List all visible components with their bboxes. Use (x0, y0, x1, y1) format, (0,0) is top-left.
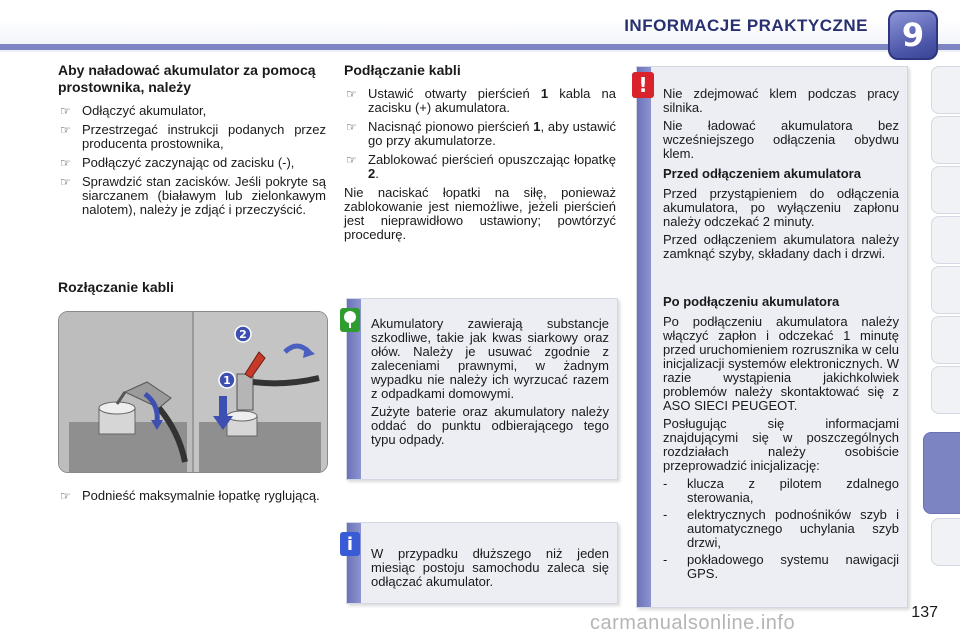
chapter-tab-active[interactable] (923, 432, 960, 514)
warning-text-2: Nie ładować akumulatora bez wcześniejszego odłączenia obydwu klem. (663, 118, 899, 161)
list-item: ☞ Zablokować pierścień opuszczając łopatkę 2. (346, 152, 616, 181)
info-note-text: W przypadku dłuższego niż jeden miesiąc postoju samochodu zaleca się odłączać akumulator. (371, 546, 609, 589)
info-note-box (346, 522, 618, 604)
pointing-hand-icon: ☞ (60, 104, 71, 118)
chapter-tab[interactable] (931, 266, 960, 314)
charging-steps (58, 104, 326, 217)
warning-text-6: Posługując się informacjami znajdującymi się w poszczególnych rozdziałach należy osobiście przeprowadzić inicjalizację: (663, 416, 899, 473)
warning-text-4: Przed odłączeniem akumulatora należy zamknąć szyby, składany dach i drzwi. (663, 232, 899, 261)
environment-note-text: Akumulatory zawierają substancje szkodliwe, takie jak kwas siarkowy oraz ołów. Należy je usuwać zgodnie z zaleceniami prawnymi, w żadnym wypadku nie należy ich wyrzucać razem z odpadkami domowymi. (371, 316, 609, 401)
pointing-hand-icon: ☞ (60, 489, 71, 503)
warning-text-3: Przed przystąpieniem do odłączenia akumulatora, po wyłączeniu zapłonu należy odczekać 2 minuty. (663, 186, 899, 229)
callout-1-label: 1 (223, 374, 231, 387)
environment-note-box (346, 298, 618, 480)
list-item: ☞ Odłączyć akumulator, (60, 103, 207, 118)
header-stripe (0, 44, 960, 50)
list-item: - pokładowego systemu nawigacji GPS. (663, 552, 899, 581)
chapter-title: INFORMACJE PRAKTYCZNE (624, 16, 868, 35)
warning-icon: ! (632, 72, 654, 98)
chapter-tab[interactable] (931, 116, 960, 164)
charging-heading: Aby naładować akumulator za pomocą prostownika, należy (58, 62, 316, 95)
list-item: ☞ Podłączyć zaczynając od zacisku (-), (60, 155, 295, 170)
list-item: - elektrycznych podnośników szyb i automatycznego uchylania szyb drzwi, (663, 507, 899, 550)
chapter-tab[interactable] (931, 166, 960, 214)
pointing-hand-icon: ☞ (60, 156, 71, 170)
watermark: carmanualsonline.info (590, 612, 796, 634)
page-number: 137 (911, 604, 938, 621)
list-item: - klucza z pilotem zdalnego sterowania, (663, 476, 899, 505)
pointing-hand-icon: ☞ (346, 120, 357, 134)
pointing-hand-icon: ☞ (60, 175, 71, 189)
chapter-number-badge[interactable]: 9 (888, 10, 938, 60)
warning-text-5: Po podłączeniu akumulatora należy włączyć zapłon i odczekać 1 minutę przed uruchomieniem rozrusznika w celu inicjalizacji systemów elektronicznych. W razie wystąpienia jakichkolwiek problemów należy skontaktować się z ASO SIECI PEUGEOT. (663, 314, 899, 413)
connecting-steps (344, 87, 616, 181)
charging-section (58, 62, 326, 222)
warning-text-1: Nie zdejmować klem podczas pracy silnika. (663, 86, 899, 115)
tree-icon (340, 308, 360, 332)
after-connect-heading: Po podłączeniu akumulatora (663, 294, 840, 309)
connecting-heading: Podłączanie kabli (344, 62, 461, 78)
before-disconnect-heading: Przed odłączeniem akumulatora (663, 166, 861, 181)
chapter-tab[interactable] (931, 216, 960, 264)
battery-terminal-illustration (58, 311, 328, 473)
connecting-section (344, 62, 616, 246)
environment-note-text-2: Zużyte baterie oraz akumulatory należy oddać do punktu odbierającego tego typu odpady. (371, 404, 609, 447)
disconnect-steps (58, 489, 326, 508)
list-item: ☞ Ustawić otwarty pierścień 1 kabla na zacisku (+) akumulatora. (346, 86, 616, 115)
pointing-hand-icon: ☞ (346, 87, 357, 101)
chapter-tab[interactable] (931, 316, 960, 364)
warning-note-box (636, 66, 908, 608)
callout-2-label: 2 (239, 328, 247, 341)
pointing-hand-icon: ☞ (60, 123, 71, 137)
battery-terminal-drawing (59, 312, 327, 472)
disconnect-heading: Rozłączanie kabli (58, 279, 174, 295)
chapter-tab[interactable] (931, 518, 960, 566)
connecting-note: Nie naciskać łopatki na siłę, ponieważ zablokowanie jest niemożliwe, jeżeli pierścień jest nieprawidłowo ustawiony; powtórzyć procedurę. (344, 185, 616, 242)
chapter-tab[interactable] (931, 366, 960, 414)
list-item: ☞ Podnieść maksymalnie łopatkę ryglującą. (60, 488, 320, 503)
chapter-tab[interactable] (931, 66, 960, 114)
info-icon: i (340, 532, 360, 556)
list-item: ☞ Nacisnąć pionowo pierścień 1, aby ustawić go przy akumulatorze. (346, 119, 616, 148)
list-item: ☞ Przestrzegać instrukcji podanych przez producenta prostownika, (60, 122, 326, 151)
chapter-tabs (924, 66, 960, 626)
initialization-list (663, 477, 899, 581)
list-item: ☞ Sprawdzić stan zacisków. Jeśli pokryte są siarczanem (białawym lub zielonkawym nalotem), należy je zdjąć i przeczyścić. (60, 174, 326, 217)
pointing-hand-icon: ☞ (346, 153, 357, 167)
